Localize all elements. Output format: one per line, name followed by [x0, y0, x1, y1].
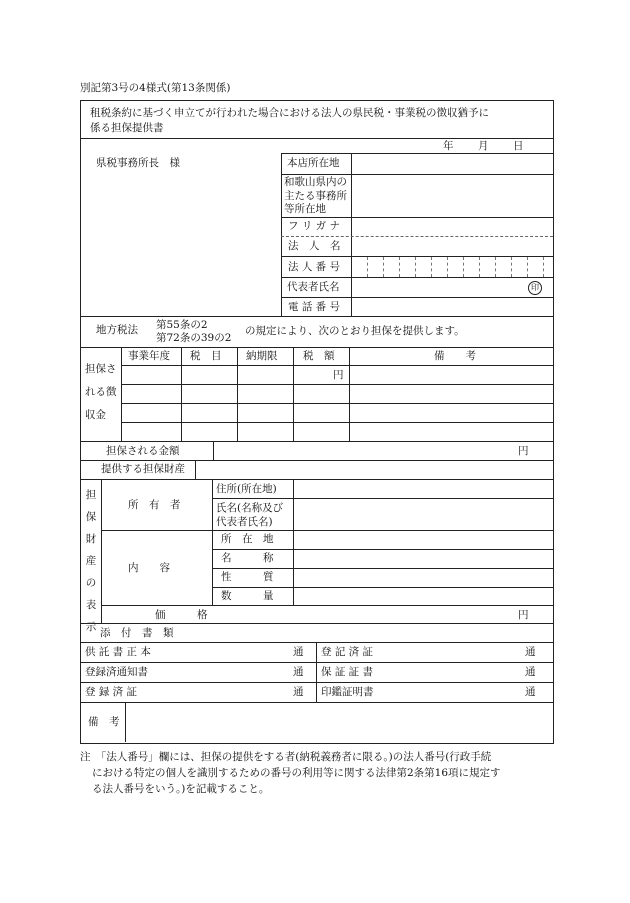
- statute-article-2: 第72条の39の2: [156, 332, 232, 344]
- contents-label: 内 容: [128, 562, 170, 574]
- seal-mark: 印: [528, 281, 542, 295]
- price-label: 価 格: [155, 609, 208, 621]
- tax-amount-yen: 円: [333, 369, 344, 381]
- phone-label: 電 話 番 号: [288, 301, 341, 313]
- statute-text: の規定により、次のとおり担保を提供します。: [245, 325, 465, 337]
- form-reference: 別記第3号の4様式(第13条関係): [80, 82, 231, 94]
- owner-name-field[interactable]: [294, 499, 552, 530]
- representative-label: 代表者氏名: [287, 281, 340, 293]
- quantity-label: 数 量: [221, 590, 274, 602]
- corp-name-field[interactable]: [352, 237, 552, 256]
- furigana-field[interactable]: [352, 218, 552, 236]
- col-fiscal-year: 事業年度: [128, 350, 170, 362]
- nature-label: 性 質: [221, 571, 274, 583]
- attachment-label-6: 印鑑証明書: [321, 686, 374, 698]
- main-office-label-2: 主たる事務所: [284, 190, 347, 202]
- owner-address-label: 住所(所在地): [216, 483, 277, 495]
- statute-law: 地方税法: [96, 324, 138, 336]
- quantity-field[interactable]: [294, 588, 552, 605]
- note-line3: る法人番号をいう。)を記載すること。: [92, 783, 270, 795]
- owner-name-label-2: 代表者氏名): [216, 516, 273, 528]
- date-day: 日: [513, 140, 524, 152]
- taxes-side-label-2: れる徴: [85, 386, 117, 398]
- note-line1: 注 「法人番号」欄には、担保の提供をする者(納税義務者に限る。)の法人番号(行政手続: [80, 751, 492, 763]
- attachments-title: 添 付 書 類: [100, 627, 174, 639]
- attachment-label-5: 登 録 済 証: [85, 686, 138, 698]
- phone-field[interactable]: [352, 298, 552, 316]
- attachment-label-4: 保 証 証 書: [321, 666, 374, 678]
- head-office-field[interactable]: [352, 154, 552, 174]
- representative-field[interactable]: [352, 278, 522, 297]
- attachment-unit-3: 通: [293, 666, 304, 678]
- note-line2: における特定の個人を識別するための番号の利用等に関する法律第2条第16項に規定す: [92, 767, 501, 779]
- secured-amount-yen: 円: [518, 445, 529, 457]
- attachment-unit-6: 通: [525, 686, 536, 698]
- secured-amount-label: 担保される金額: [106, 445, 180, 457]
- taxes-side-label-3: 収金: [85, 409, 106, 421]
- taxes-side-label-1: 担保さ: [85, 363, 117, 375]
- price-field[interactable]: [260, 606, 510, 623]
- nature-field[interactable]: [294, 569, 552, 587]
- remarks-label: 備 考: [88, 716, 120, 728]
- remarks-field[interactable]: [126, 703, 552, 742]
- attachment-unit-5: 通: [293, 686, 304, 698]
- attachment-unit-2: 通: [525, 646, 536, 658]
- head-office-label: 本店所在地: [287, 157, 340, 169]
- attachment-unit-4: 通: [525, 666, 536, 678]
- property-side-label: 担 保 財 産 の 表 示: [85, 489, 97, 633]
- form-title-line2: 係る担保提供書: [90, 122, 164, 134]
- statute-article-1: 第55条の2: [156, 319, 208, 331]
- main-office-label-1: 和歌山県内の: [284, 176, 347, 188]
- main-office-field[interactable]: [352, 175, 552, 217]
- attachment-label-1: 供 託 書 正 本: [85, 646, 151, 658]
- col-remarks: 備 考: [434, 350, 476, 362]
- attachment-label-2: 登 記 済 証: [321, 646, 374, 658]
- corp-number-label: 法 人 番 号: [288, 261, 341, 273]
- date-year: 年: [443, 140, 454, 152]
- addressee: 県税事務所長 様: [96, 157, 180, 169]
- form-title-line1: 租税条約に基づく申立てが行われた場合における法人の県民税・事業税の徴収猶予に: [90, 107, 489, 119]
- location-label: 所 在 地: [221, 533, 274, 545]
- provided-property-label: 提供する担保財産: [101, 463, 185, 475]
- col-tax-item: 税 目: [190, 350, 222, 362]
- property-name-label: 名 称: [221, 552, 274, 564]
- corp-name-label: 法 人 名: [288, 240, 341, 252]
- property-name-field[interactable]: [294, 550, 552, 568]
- owner-label: 所 有 者: [128, 499, 181, 511]
- date-month: 月: [478, 140, 489, 152]
- owner-name-label-1: 氏名(名称及び: [216, 502, 284, 514]
- location-field[interactable]: [294, 531, 552, 549]
- col-due-date: 納期限: [246, 350, 278, 362]
- col-tax-amount: 税 額: [303, 350, 335, 362]
- furigana-label: フ リ ガ ナ: [288, 220, 341, 232]
- attachment-label-3: 登録済通知書: [85, 666, 148, 678]
- price-yen: 円: [518, 609, 529, 621]
- secured-amount-field[interactable]: [214, 442, 514, 460]
- main-office-label-3: 等所在地: [284, 203, 326, 215]
- owner-address-field[interactable]: [294, 480, 552, 498]
- attachment-unit-1: 通: [293, 646, 304, 658]
